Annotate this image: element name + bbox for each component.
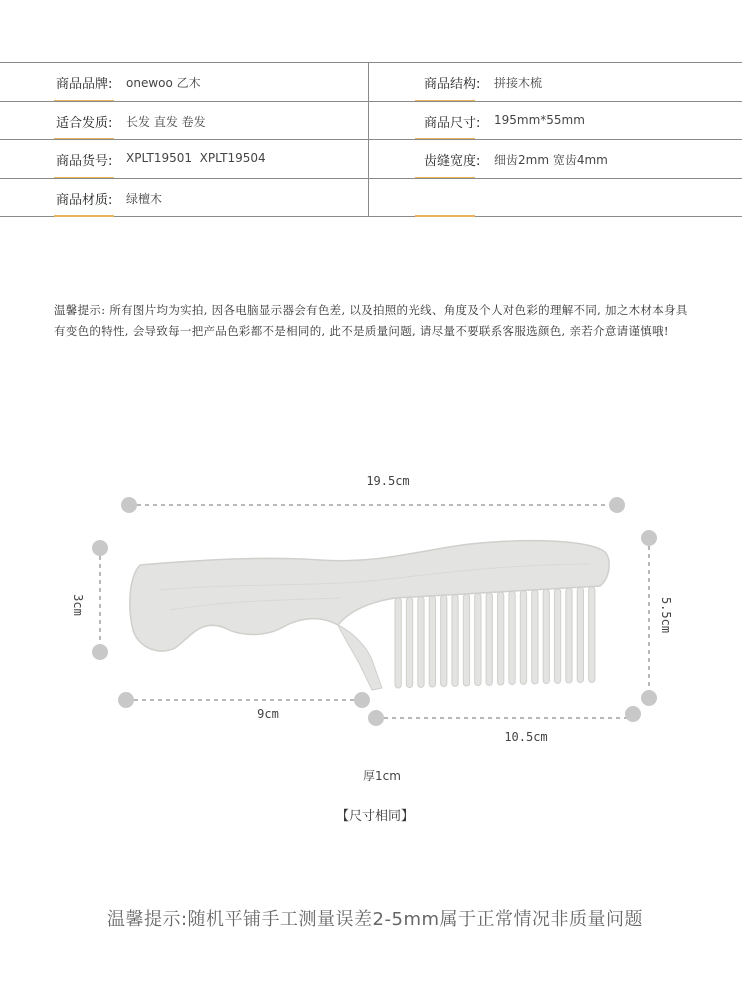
comb-tooth bbox=[509, 591, 515, 684]
spec-value: XPLT19501 XPLT19504 bbox=[126, 151, 266, 165]
dimension-marker bbox=[625, 706, 641, 722]
spec-value: onewoo 乙木 bbox=[126, 76, 201, 90]
comb-illustration bbox=[130, 541, 609, 690]
spec-cell-structure bbox=[369, 63, 742, 101]
comb-tooth bbox=[406, 597, 412, 687]
spec-row bbox=[0, 139, 742, 178]
dimension-marker bbox=[121, 497, 137, 513]
spec-cell-empty bbox=[369, 179, 742, 217]
spec-row bbox=[0, 101, 742, 140]
comb-tooth bbox=[566, 588, 572, 683]
comb-tooth bbox=[441, 595, 447, 686]
dimension-marker bbox=[641, 530, 657, 546]
dimension-marker bbox=[92, 540, 108, 556]
spec-cell-tooth-gap bbox=[369, 140, 742, 178]
comb-tooth bbox=[463, 594, 469, 686]
spec-value: 195mm*55mm bbox=[494, 112, 585, 127]
spec-cell-item-number bbox=[0, 140, 369, 178]
spec-cell-material bbox=[0, 179, 369, 217]
spec-label: 商品尺寸: bbox=[424, 115, 481, 131]
spec-row bbox=[0, 62, 742, 101]
comb-tooth bbox=[577, 587, 583, 682]
spec-row bbox=[0, 178, 742, 218]
teeth-length-label: 10.5cm bbox=[504, 730, 548, 744]
same-size-note: 【尺寸相同】 bbox=[335, 809, 414, 824]
comb-tooth bbox=[520, 591, 526, 685]
comb-tooth bbox=[554, 589, 560, 684]
comb-tooth bbox=[338, 625, 382, 690]
dimension-marker bbox=[641, 690, 657, 706]
spec-value: 细齿2mm 宽齿4mm bbox=[494, 153, 608, 167]
comb-dimension-diagram bbox=[0, 460, 750, 840]
spec-value: 长发 直发 卷发 bbox=[126, 114, 206, 129]
label-accent-line bbox=[415, 215, 475, 217]
handle-height-label: 3cm bbox=[71, 594, 85, 616]
spec-table bbox=[0, 62, 742, 217]
dimension-marker bbox=[92, 644, 108, 660]
comb-tooth bbox=[486, 593, 492, 686]
total-length-label: 19.5cm bbox=[366, 474, 410, 488]
comb-tooth bbox=[589, 587, 595, 683]
measurement-tip: 温馨提示:随机平铺手工测量误差2-5mm属于正常情况非质量问题 bbox=[106, 909, 644, 930]
spec-label: 齿缝宽度: bbox=[424, 154, 481, 169]
spec-value: 绿檀木 bbox=[126, 191, 163, 206]
spec-value: 拼接木梳 bbox=[494, 76, 543, 90]
thickness-label: 厚1cm bbox=[363, 769, 401, 783]
comb-tooth bbox=[532, 590, 538, 684]
comb-tooth bbox=[475, 593, 481, 685]
color-notice: 温馨提示: 所有图片均为实拍, 因各电脑显示器会有色差, 以及拍照的光线、角度及个人对色彩的理解不同, 加之木材本身具有变色的特性, 会导致每一把产品色彩都不是相同的, 此不是质量问题, 请尽量不要联系客服选颜色, 亲若介意请谨慎哦! bbox=[54, 303, 688, 338]
dimension-marker bbox=[118, 692, 134, 708]
comb-tooth bbox=[543, 589, 549, 683]
label-accent-line bbox=[54, 215, 114, 217]
comb-tooth bbox=[395, 598, 401, 688]
spec-label: 商品货号: bbox=[56, 154, 113, 169]
spec-label: 商品品牌: bbox=[56, 77, 113, 92]
comb-tooth bbox=[498, 592, 504, 685]
head-height-label: 5.5cm bbox=[659, 596, 673, 634]
comb-tooth bbox=[418, 597, 424, 688]
comb-tooth bbox=[452, 595, 458, 687]
dimension-marker bbox=[354, 692, 370, 708]
spec-cell-size bbox=[369, 102, 742, 140]
handle-length-label: 9cm bbox=[257, 707, 279, 721]
comb-diagram-svg bbox=[0, 460, 750, 840]
dimension-marker bbox=[368, 710, 384, 726]
comb-tooth bbox=[429, 596, 435, 687]
spec-label: 适合发质: bbox=[56, 115, 113, 131]
spec-cell-brand bbox=[0, 63, 369, 101]
spec-cell-hair-type bbox=[0, 102, 369, 140]
dimension-marker bbox=[609, 497, 625, 513]
spec-label: 商品结构: bbox=[424, 77, 481, 92]
spec-label: 商品材质: bbox=[56, 192, 113, 208]
